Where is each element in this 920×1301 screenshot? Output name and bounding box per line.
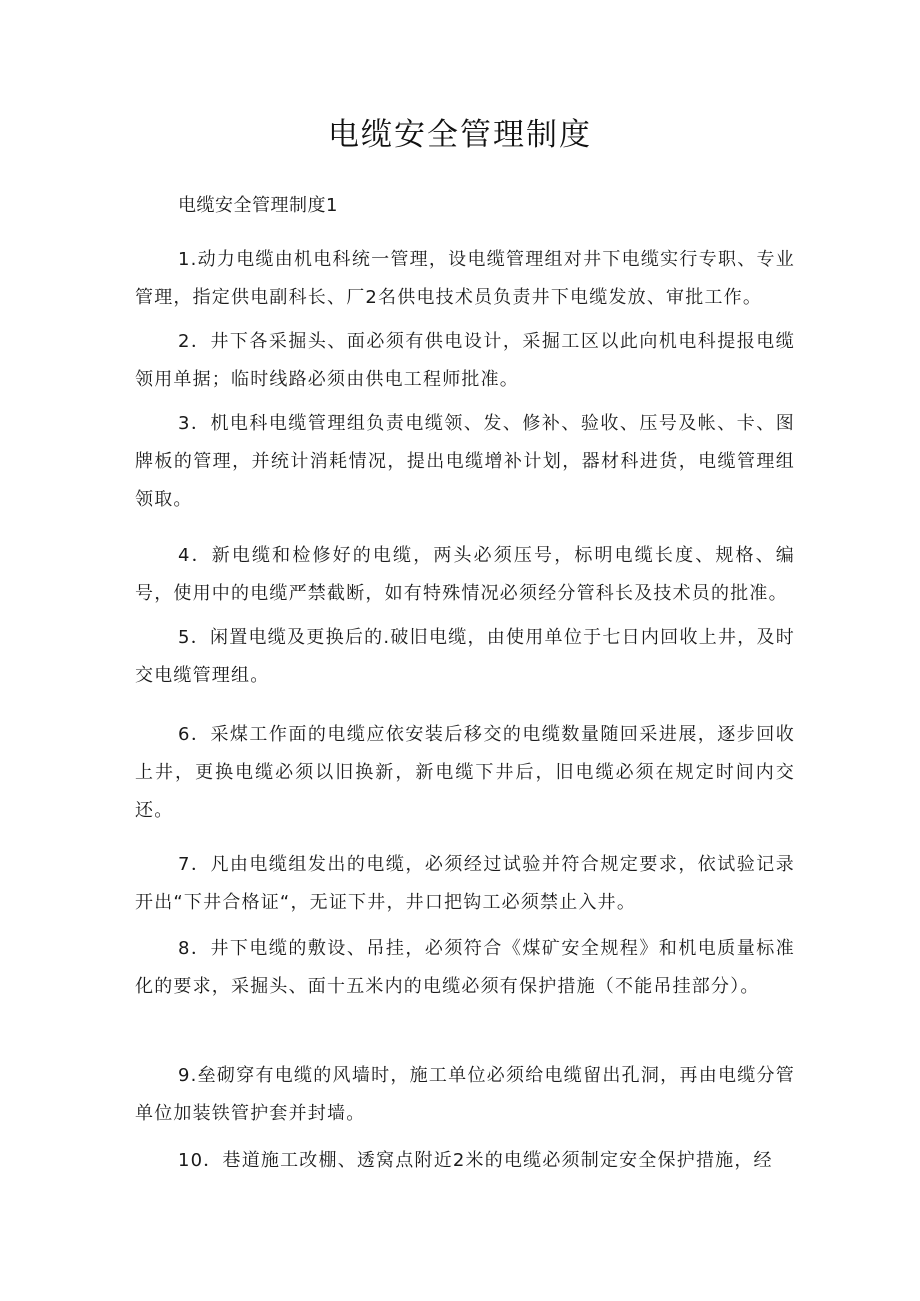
paragraph-3: 3．机电科电缆管理组负责电缆领、发、修补、验收、压号及帐、卡、图牌板的管理，并统计消耗情况，提出电缆增补计划，器材科进货，电缆管理组领取。 <box>135 413 795 510</box>
paragraph-6: 6．采煤工作面的电缆应依安装后移交的电缆数量随回采进展，逐步回收上井，更换电缆必须以旧换新，新电缆下井后，旧电缆必须在规定时间内交还。 <box>135 724 795 821</box>
paragraph-5: 5．闲置电缆及更换后的.破旧电缆，由使用单位于七日内回收上井，及时交电缆管理组。 <box>135 627 795 686</box>
document-title: 电缆安全管理制度 <box>328 117 592 153</box>
paragraph-9: 9.垒砌穿有电缆的风墙时，施工单位必须给电缆留出孔洞，再由电缆分管单位加装铁管护套并封墙。 <box>135 1065 795 1124</box>
paragraph-7: 7．凡由电缆组发出的电缆，必须经过试验并符合规定要求，依试验记录开出“下井合格证“，无证下井，井口把钩工必须禁止入井。 <box>135 854 795 913</box>
paragraph-4: 4．新电缆和检修好的电缆，两头必须压号，标明电缆长度、规格、编号，使用中的电缆严禁截断，如有特殊情况必须经分管科长及技术员的批准。 <box>135 545 795 604</box>
paragraph-2: 2．井下各采掘头、面必须有供电设计，采掘工区以此向机电科提报电缆领用单据；临时线路必须由供电工程师批准。 <box>135 331 795 390</box>
paragraph-10: 10．巷道施工改棚、透窝点附近2米的电缆必须制定安全保护措施，经 <box>178 1150 773 1171</box>
paragraph-8: 8．井下电缆的敷设、吊挂，必须符合《煤矿安全规程》和机电质量标准化的要求，采掘头、面十五米内的电缆必须有保护措施（不能吊挂部分）。 <box>135 938 795 997</box>
document-subtitle: 电缆安全管理制度1 <box>178 195 338 216</box>
paragraph-1: 1.动力电缆由机电科统一管理，设电缆管理组对井下电缆实行专职、专业管理，指定供电副科长、厂2名供电技术员负责井下电缆发放、审批工作。 <box>135 249 795 308</box>
